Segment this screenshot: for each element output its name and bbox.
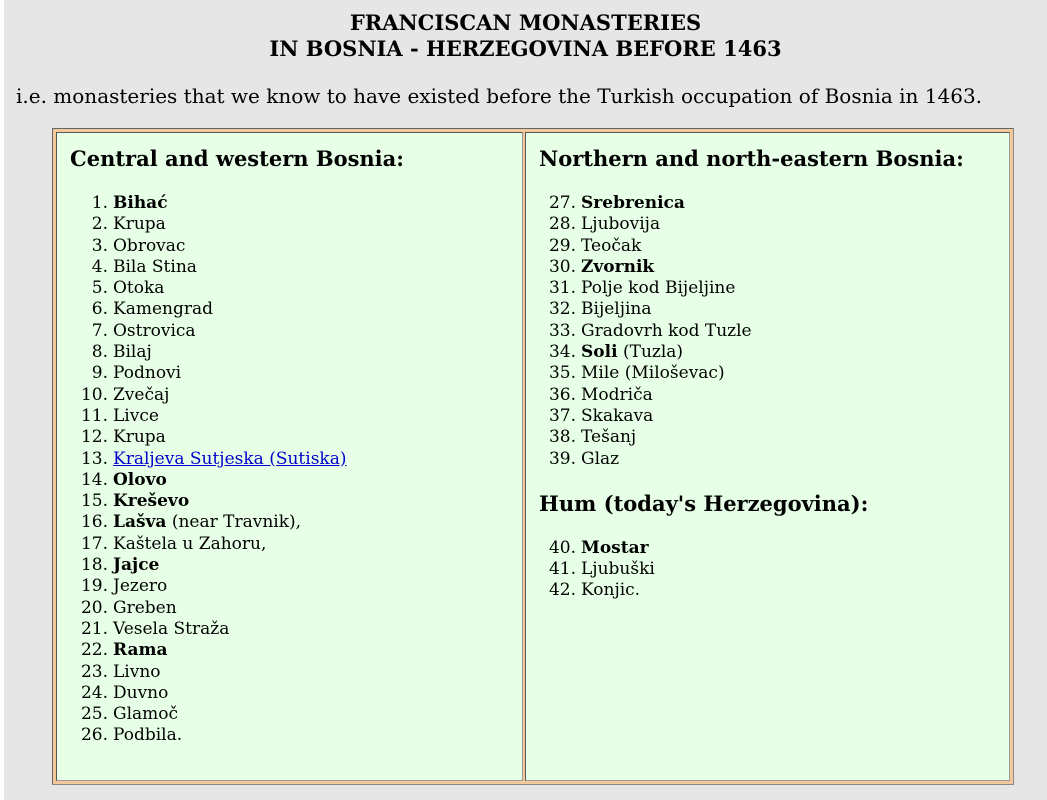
list-item-number: 34. (548, 342, 577, 363)
list-item-number: 11. (80, 405, 108, 426)
monastery-name: Skakava (581, 405, 654, 426)
monastery-name: Modriča (581, 384, 653, 405)
list-item (539, 580, 1009, 601)
monastery-name: Greben (113, 597, 177, 618)
list-item-number: 12. (80, 427, 108, 448)
list-item (539, 236, 1009, 257)
list-item-number: 20. (80, 597, 108, 618)
monasteries-table (52, 128, 1014, 785)
list-item[interactable] (70, 449, 522, 470)
monastery-name: Kaštela u Zahoru, (113, 533, 267, 554)
monastery-list-central-western (70, 193, 522, 747)
list-item (539, 278, 1009, 299)
monastery-name: Mostar (581, 537, 649, 558)
monastery-name: Tešanj (581, 427, 637, 448)
list-item-number: 15. (80, 491, 108, 512)
list-item-number: 8. (91, 342, 108, 363)
list-item-number: 9. (91, 363, 108, 384)
list-item (70, 534, 522, 555)
list-item (539, 449, 1009, 470)
monastery-name: Jajce (113, 555, 160, 576)
monastery-name: Podbila. (113, 725, 183, 746)
monastery-name: Livno (113, 661, 161, 682)
monastery-name: Zvornik (581, 256, 655, 277)
monastery-name: Lašva (113, 512, 167, 533)
list-item-number: 39. (548, 448, 577, 469)
list-item (70, 406, 522, 427)
monastery-list-hum (539, 538, 1009, 602)
list-item-number: 28. (548, 214, 577, 235)
list-item (70, 725, 522, 746)
section-heading-central-western: Central and western Bosnia: (70, 146, 405, 171)
title-line-2: IN BOSNIA - HERZEGOVINA BEFORE 1463 (269, 36, 782, 61)
list-item-number: 22. (80, 640, 108, 661)
list-item-number: 33. (548, 320, 577, 341)
list-item (70, 662, 522, 683)
list-item (70, 512, 522, 533)
list-item-number: 40. (548, 537, 577, 558)
list-item (539, 559, 1009, 580)
list-item (70, 236, 522, 257)
section-heading-hum: Hum (today's Herzegovina): (539, 490, 869, 516)
monastery-name: Polje kod Bijeljine (581, 278, 736, 299)
monastery-note: (Tuzla) (617, 342, 684, 363)
monastery-name: Ljubovija (581, 214, 661, 235)
monastery-name: Konjic. (581, 580, 641, 601)
list-item-number: 1. (91, 193, 108, 213)
list-item (70, 576, 522, 597)
list-item (539, 427, 1009, 448)
list-item (70, 193, 522, 214)
list-item-number: 35. (548, 363, 577, 384)
monastery-name: Podnovi (113, 363, 182, 384)
list-item-number: 29. (548, 235, 577, 256)
page (4, 0, 1047, 800)
list-item (70, 683, 522, 704)
list-item (70, 640, 522, 661)
list-item-number: 13. (80, 448, 108, 469)
monastery-name: Bilaj (113, 342, 152, 363)
monastery-name: Glaz (581, 448, 620, 469)
list-item (70, 619, 522, 640)
monastery-name: Vesela Straža (113, 618, 230, 639)
title-line-1: FRANCISCAN MONASTERIES (349, 10, 702, 35)
list-item (70, 342, 522, 363)
monastery-name: Srebrenica (581, 193, 685, 213)
monastery-name: Obrovac (113, 235, 186, 256)
monastery-name: Rama (113, 640, 168, 661)
list-item (70, 321, 522, 342)
list-item-number: 25. (80, 704, 108, 725)
monastery-name: Krupa (113, 214, 166, 235)
list-item (70, 555, 522, 576)
monastery-name: Bila Stina (113, 256, 197, 277)
monastery-name: Krupa (113, 427, 166, 448)
monastery-name: Kamengrad (113, 299, 213, 320)
monastery-name: Teočak (581, 235, 642, 256)
monastery-list-northern (539, 193, 1009, 470)
list-item-number: 24. (80, 682, 108, 703)
list-item (70, 363, 522, 384)
page-title (4, 0, 1047, 62)
list-item (70, 598, 522, 619)
monastery-name: Livce (113, 405, 159, 426)
list-item-number: 4. (91, 256, 108, 277)
list-item (70, 299, 522, 320)
list-item-number: 14. (80, 469, 108, 490)
list-item (539, 257, 1009, 278)
list-item (70, 427, 522, 448)
list-item-number: 18. (80, 555, 108, 576)
list-item (70, 385, 522, 406)
monastery-name: Gradovrh kod Tuzle (581, 320, 752, 341)
list-item-number: 37. (548, 405, 577, 426)
monastery-name: Olovo (113, 469, 167, 490)
list-item-number: 42. (548, 580, 577, 601)
list-item-number: 16. (80, 512, 108, 533)
monastery-link[interactable]: Kraljeva Sutjeska (Sutiska) (113, 448, 347, 469)
list-item (70, 491, 522, 512)
monastery-name: Soli (581, 342, 618, 363)
list-item-number: 5. (91, 278, 108, 299)
list-item (539, 363, 1009, 384)
list-item-number: 3. (91, 235, 108, 256)
list-item-number: 30. (548, 256, 577, 277)
monastery-name: Ostrovica (113, 320, 196, 341)
monastery-note: (near Travnik), (166, 512, 302, 533)
list-item-number: 27. (548, 193, 577, 213)
monastery-name: Glamoč (113, 704, 179, 725)
monastery-name: Bijeljina (581, 299, 652, 320)
list-item (539, 406, 1009, 427)
list-item (70, 470, 522, 491)
list-item (539, 385, 1009, 406)
monastery-name: Mile (Miloševac) (581, 363, 725, 384)
monastery-name: Bihać (113, 193, 168, 213)
list-item-number: 21. (80, 618, 108, 639)
list-item (539, 342, 1009, 363)
list-item (539, 299, 1009, 320)
monastery-name: Ljubuški (581, 559, 655, 580)
left-column (56, 132, 523, 781)
list-item (70, 214, 522, 235)
list-item-number: 38. (548, 427, 577, 448)
monastery-name: Duvno (113, 682, 169, 703)
list-item (539, 193, 1009, 214)
list-item-number: 26. (80, 725, 108, 746)
monastery-name: Jezero (113, 576, 168, 597)
list-item (70, 278, 522, 299)
list-item-number: 6. (91, 299, 108, 320)
list-item-number: 2. (91, 214, 108, 235)
monastery-name: Otoka (113, 278, 165, 299)
list-item (539, 321, 1009, 342)
list-item-number: 17. (80, 533, 108, 554)
monastery-name: Kreševo (113, 491, 190, 512)
list-item-number: 7. (91, 320, 108, 341)
monastery-name: Zvečaj (113, 384, 170, 405)
list-item-number: 31. (548, 278, 577, 299)
list-item-number: 32. (548, 299, 577, 320)
list-item (70, 704, 522, 725)
section-heading-northern: Northern and north-eastern Bosnia: (539, 146, 964, 171)
list-item (539, 214, 1009, 235)
list-item-number: 23. (80, 661, 108, 682)
list-item-number: 10. (80, 384, 108, 405)
list-item-number: 41. (548, 559, 577, 580)
right-column (525, 132, 1010, 781)
list-item-number: 19. (80, 576, 108, 597)
list-item (539, 538, 1009, 559)
list-item-number: 36. (548, 384, 577, 405)
list-item (70, 257, 522, 278)
intro-text: i.e. monasteries that we know to have existed before the Turkish occupation of Bosnia in 1463. (16, 84, 983, 108)
